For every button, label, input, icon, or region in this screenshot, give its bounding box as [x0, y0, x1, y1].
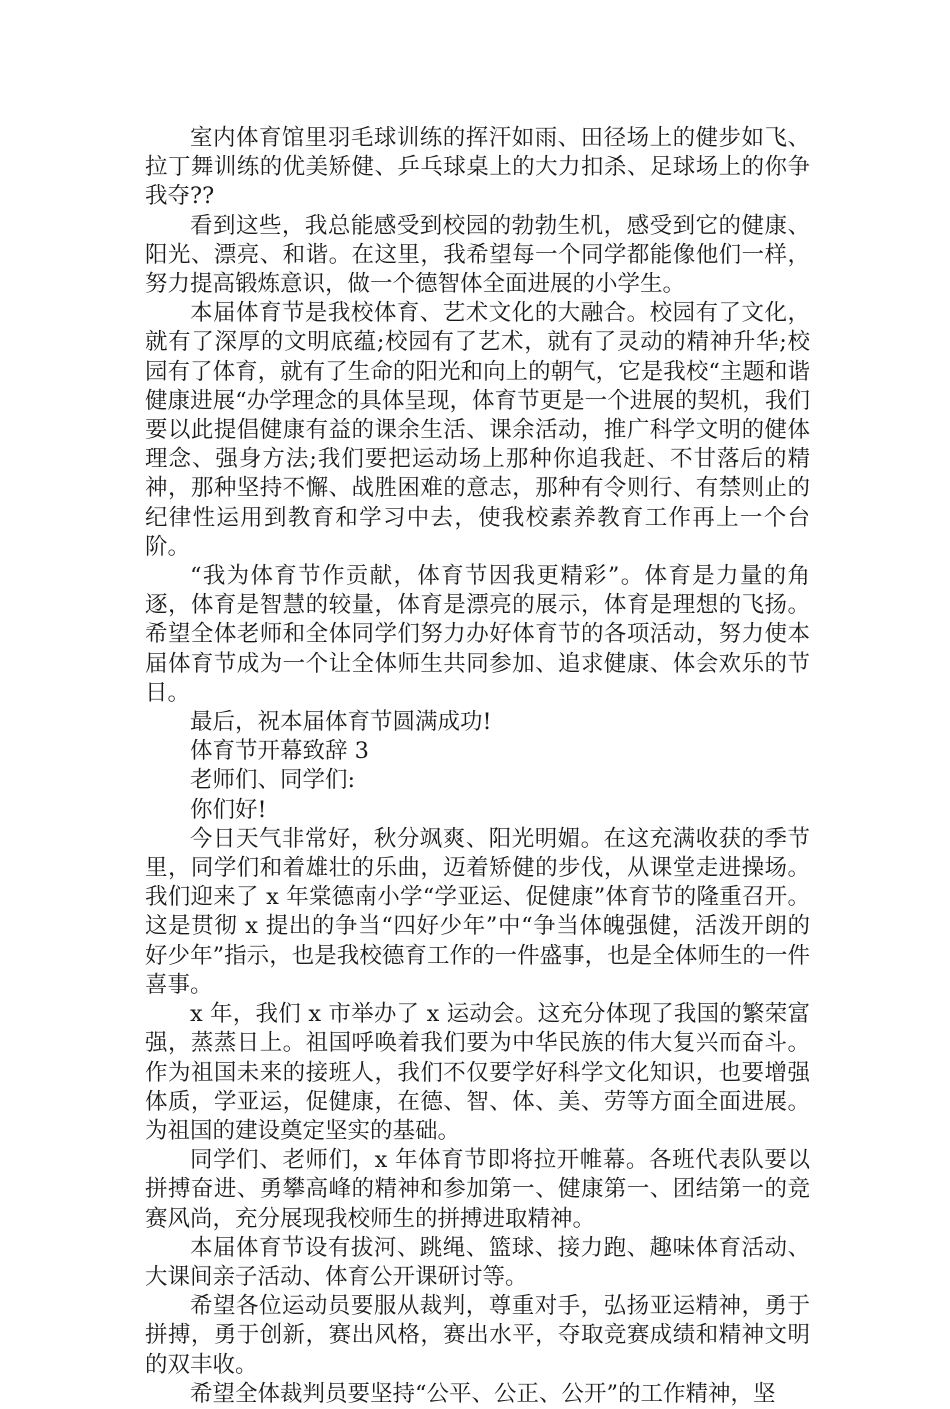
- greeting: 你们好!: [190, 796, 267, 823]
- paragraph: 希望全体裁判员要坚持“公平、公正、公开”的工作精神，坚: [190, 1380, 776, 1407]
- paragraph: 本届体育节是我校体育、艺术文化的大融合。校园有了文化，就有了深厚的文明底蕴;校园有了艺术，就有了灵动的精神升华;校园有了体育，就有了生命的阳光和向上的朝气，它是我校“主题和谐健康进展“办学理念的具体呈现，体育节更是一个进展的契机，我们要以此提倡健康有益的课余生活、课余活动，推广科学文明的健体理念、强身方法;我们要把运动场上那种你追我赶、不甘落后的精神，那种坚持不懈、战胜困难的意志，那种有令则行、有禁则止的纪律性运用到教育和学习中去，使我校素养教育工作再上一个台阶。: [145, 300, 810, 560]
- paragraph: 最后，祝本届体育节圆满成功!: [190, 709, 492, 736]
- paragraph: 希望各位运动员要服从裁判，尊重对手，弘扬亚运精神，勇于拼搏，勇于创新，赛出风格，赛出水平，夺取竞赛成绩和精神文明的双丰收。: [145, 1293, 810, 1378]
- paragraph: 本届体育节设有拔河、跳绳、篮球、接力跑、趣味体育活动、大课间亲子活动、体育公开课研讨等。: [145, 1234, 810, 1290]
- paragraph: 同学们、老师们，x 年体育节即将拉开帷幕。各班代表队要以拼搏奋进、勇攀高峰的精神和参加第一、健康第一、团结第一的竞赛风尚，充分展现我校师生的拼搏进取精神。: [145, 1147, 810, 1232]
- paragraph: 室内体育馆里羽毛球训练的挥汗如雨、田径场上的健步如飞、拉丁舞训练的优美矫健、乒乓球桌上的大力扣杀、足球场上的你争我夺??: [145, 125, 810, 210]
- salutation: 老师们、同学们:: [190, 767, 356, 794]
- paragraph: 看到这些，我总能感受到校园的勃勃生机，感受到它的健康、阳光、漂亮、和谐。在这里，我希望每一个同学都能像他们一样，努力提高锻炼意识，做一个德智体全面进展的小学生。: [145, 212, 810, 298]
- paragraph: “我为体育节作贡献，体育节因我更精彩”。体育是力量的角逐，体育是智慧的较量，体育是漂亮的展示，体育是理想的飞扬。希望全体老师和全体同学们努力办好体育节的各项活动，努力使本届体育节成为一个让全体师生共同参加、追求健康、体会欢乐的节日。: [145, 563, 810, 706]
- document-body: [145, 124, 810, 1409]
- paragraph: 今日天气非常好，秋分飒爽、阳光明媚。在这充满收获的季节里，同学们和着雄壮的乐曲，迈着矫健的步伐，从课堂走进操场。我们迎来了 x 年棠德南小学“学亚运、促健康”体育节的隆重召开。这是贯彻 x 提出的争当“四好少年”中“争当体魄强健，活泼开朗的好少年”指示，也是我校德育工作的一件盛事，也是全体师生的一件喜事。: [145, 825, 810, 998]
- section-title: 体育节开幕致辞 3: [190, 738, 369, 765]
- paragraph: x 年，我们 x 市举办了 x 运动会。这充分体现了我国的繁荣富强，蒸蒸日上。祖国呼唤着我们要为中华民族的伟大复兴而奋斗。作为祖国未来的接班人，我们不仅要学好科学文化知识，也要增强体质，学亚运，促健康，在德、智、体、美、劳等方面全面进展。为祖国的建设奠定坚实的基础。: [145, 1001, 810, 1144]
